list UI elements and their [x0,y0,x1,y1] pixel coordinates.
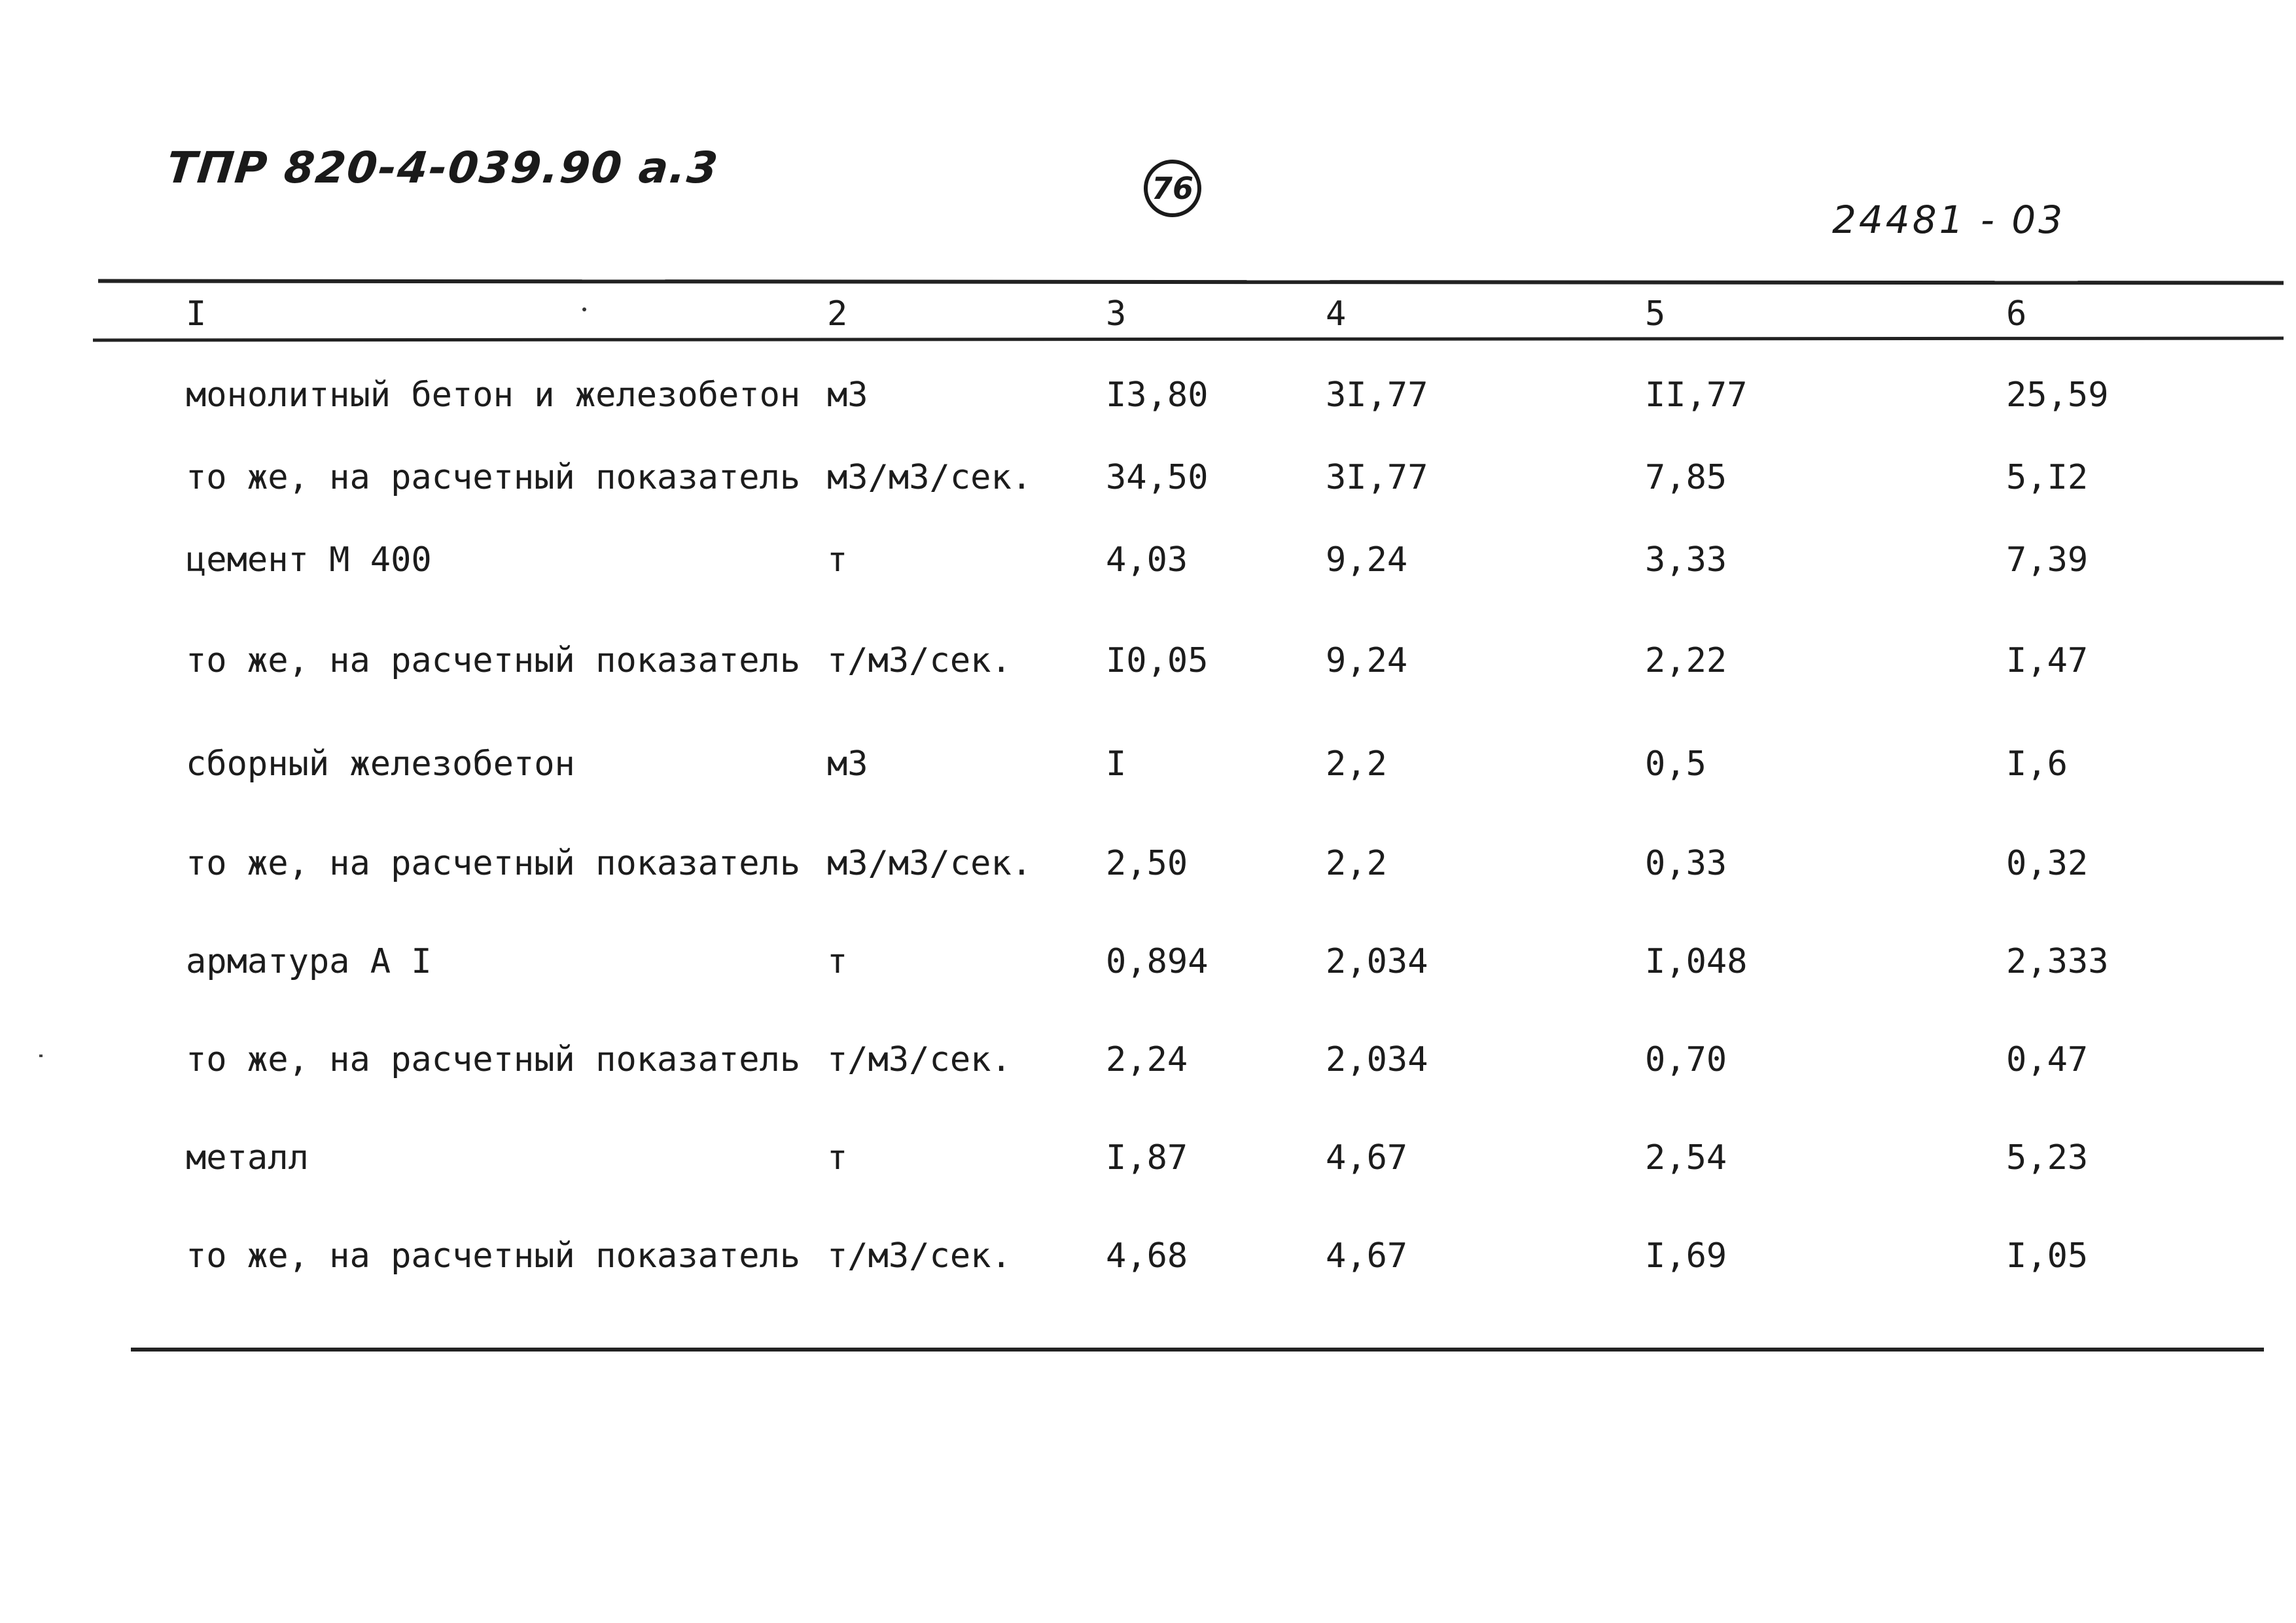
stray-mark [39,1055,43,1057]
table-bottom-rule [131,1348,2264,1352]
row-5-col3: I [1106,744,1127,784]
row-2-material: то же, на расчетный показатель [186,458,801,497]
table-top-rule [98,279,2284,285]
row-7-col5: I,048 [1645,942,1748,981]
row-9-col5: 2,54 [1645,1138,1727,1178]
column-header-1: I [186,294,207,334]
row-6-col6: 0,32 [2006,844,2089,883]
row-6-unit: м3/м3/сек. [827,844,1033,883]
column-header-5: 5 [1645,294,1666,334]
row-10-col6: I,05 [2006,1236,2089,1276]
row-2-col3: 34,50 [1106,458,1209,497]
row-3-col6: 7,39 [2006,540,2089,580]
table-header-rule [93,337,2284,342]
row-4-unit: т/м3/сек. [827,641,1012,680]
row-6-material: то же, на расчетный показатель [186,844,801,883]
row-7-material: арматура А I [186,942,432,981]
row-6-col3: 2,50 [1106,844,1188,883]
header-dot [582,307,586,311]
row-8-material: то же, на расчетный показатель [186,1040,801,1079]
row-8-unit: т/м3/сек. [827,1040,1012,1079]
row-9-col3: I,87 [1106,1138,1188,1178]
row-5-col6: I,6 [2006,744,2068,784]
row-3-col4: 9,24 [1326,540,1408,580]
page-number-stamp: 76 [1144,160,1201,217]
row-5-col5: 0,5 [1645,744,1706,784]
row-2-col5: 7,85 [1645,458,1727,497]
row-4-col6: I,47 [2006,641,2089,680]
column-header-3: 3 [1106,294,1127,334]
row-6-col5: 0,33 [1645,844,1727,883]
row-10-col5: I,69 [1645,1236,1727,1276]
inventory-number: 24481 - 03 [1832,198,2066,242]
column-header-4: 4 [1326,294,1347,334]
row-2-col4: 3I,77 [1326,458,1428,497]
row-9-col4: 4,67 [1326,1138,1408,1178]
row-1-col4: 3I,77 [1326,375,1428,415]
row-7-unit: т [827,942,848,981]
row-2-unit: м3/м3/сек. [827,458,1033,497]
row-4-col4: 9,24 [1326,641,1408,680]
row-5-col4: 2,2 [1326,744,1387,784]
row-4-material: то же, на расчетный показатель [186,641,801,680]
row-8-col6: 0,47 [2006,1040,2089,1079]
row-8-col3: 2,24 [1106,1040,1188,1079]
row-3-unit: т [827,540,848,580]
row-1-col6: 25,59 [2006,375,2109,415]
row-3-col5: 3,33 [1645,540,1727,580]
row-1-unit: м3 [827,375,868,415]
row-10-col3: 4,68 [1106,1236,1188,1276]
column-header-2: 2 [827,294,848,334]
column-header-6: 6 [2006,294,2027,334]
row-9-unit: т [827,1138,848,1178]
row-1-material: монолитный бетон и железобетон [186,375,801,415]
row-10-material: то же, на расчетный показатель [186,1236,801,1276]
row-1-col3: I3,80 [1106,375,1209,415]
row-8-col5: 0,70 [1645,1040,1727,1079]
document-code: ТПР 820-4-039.90 а.3 [164,143,722,193]
row-7-col4: 2,034 [1326,942,1428,981]
row-4-col3: I0,05 [1106,641,1209,680]
row-6-col4: 2,2 [1326,844,1387,883]
row-8-col4: 2,034 [1326,1040,1428,1079]
row-10-col4: 4,67 [1326,1236,1408,1276]
row-7-col6: 2,333 [2006,942,2109,981]
row-5-unit: м3 [827,744,868,784]
row-7-col3: 0,894 [1106,942,1209,981]
row-1-col5: II,77 [1645,375,1748,415]
row-9-col6: 5,23 [2006,1138,2089,1178]
row-3-col3: 4,03 [1106,540,1188,580]
row-5-material: сборный железобетон [186,744,575,784]
row-4-col5: 2,22 [1645,641,1727,680]
row-10-unit: т/м3/сек. [827,1236,1012,1276]
row-2-col6: 5,I2 [2006,458,2089,497]
row-9-material: металл [186,1138,309,1178]
row-3-material: цемент М 400 [186,540,432,580]
